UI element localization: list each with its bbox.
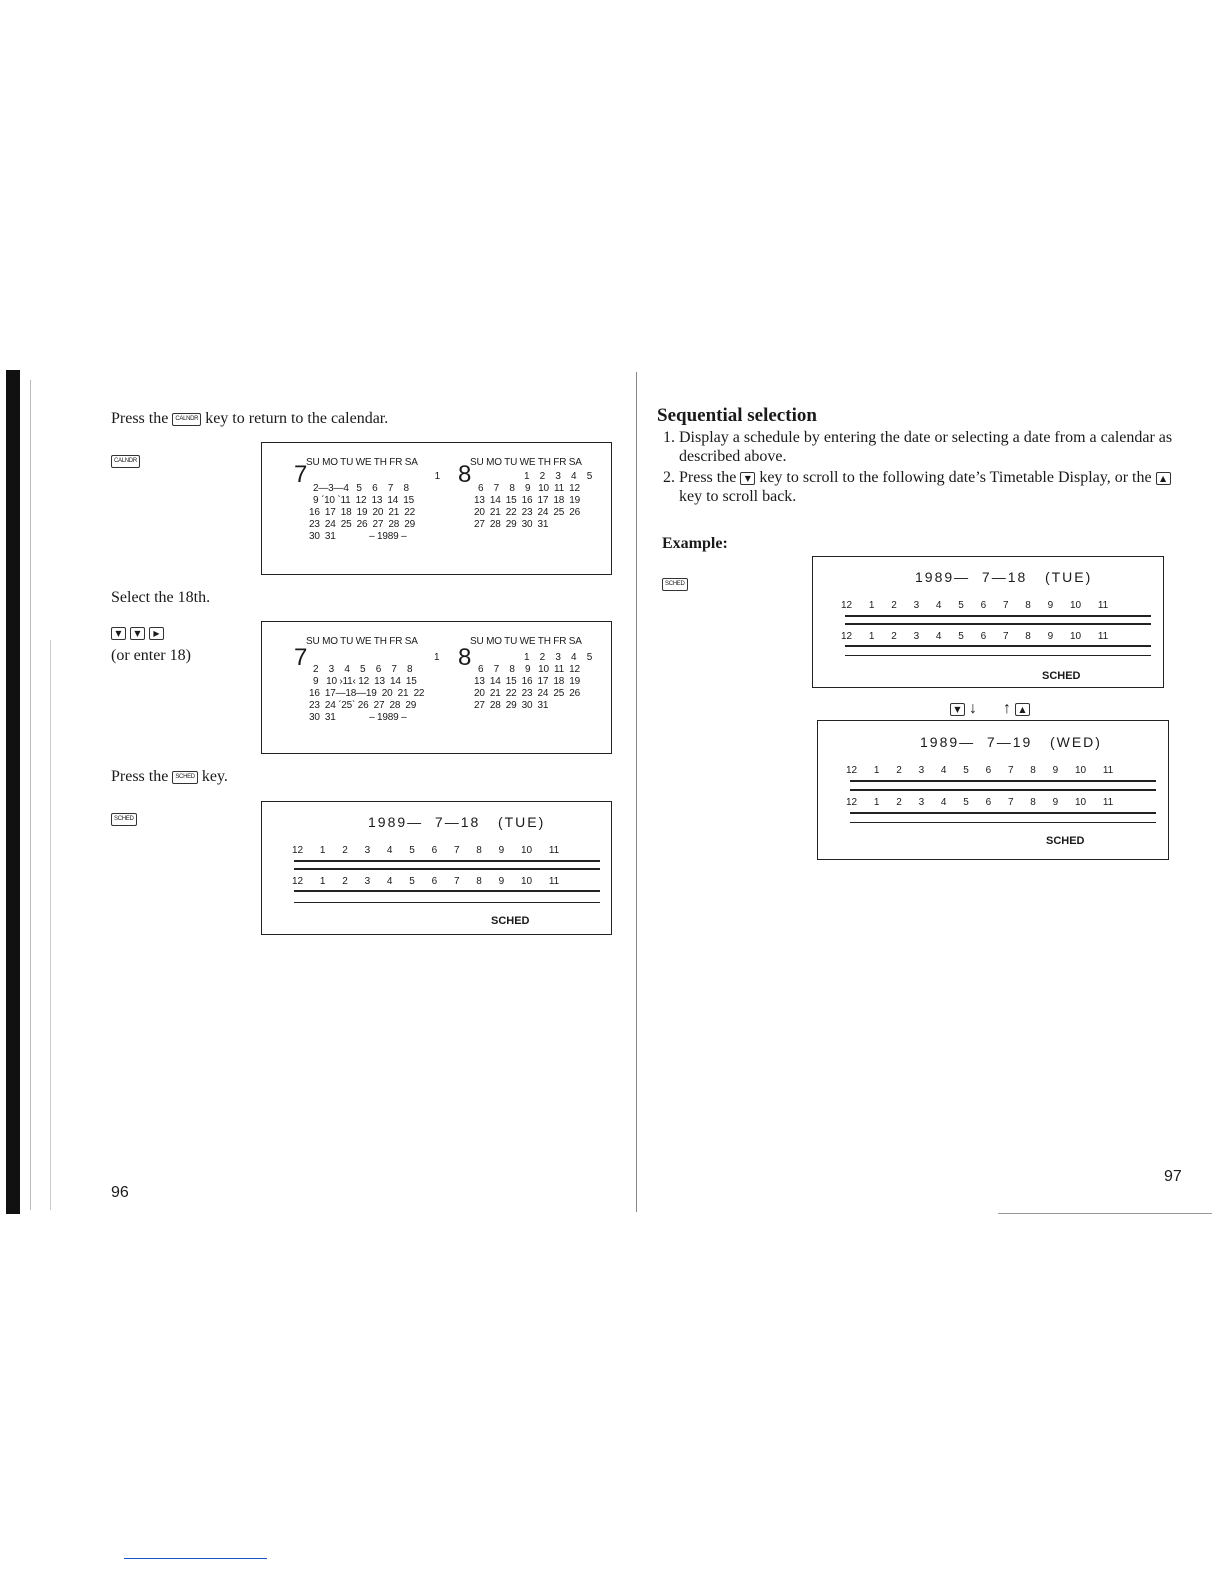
cal-b-left-row-5: 23 24 ˊ25ˋ 26 27 28 29: [309, 700, 417, 711]
timetable-base-line: [294, 902, 600, 903]
timetable-bar-1: [845, 615, 1151, 617]
cal-a-right-row-5: 27 28 29 30 31: [474, 519, 549, 530]
calendar-header-left: SU MO TU WE TH FR SA: [306, 457, 418, 468]
sched-side-key: SCHED: [111, 810, 137, 828]
cal-a-right-row-2: 6 7 8 9 10 11 12: [478, 483, 580, 494]
cal-b-left-row-3: 9 10 ›11‹ 12 13 14 15: [313, 676, 417, 687]
bottom-rule: [998, 1213, 1212, 1214]
timetable-hours-row-2: 12 1 2 3 4 5 6 7 8 9 10 11: [846, 797, 1114, 808]
timetable-hours-row-1: 12 1 2 3 4 5 6 7 8 9 10 11: [292, 845, 560, 856]
timetable-screen: [261, 801, 612, 935]
cal-b-right-row-3: 13 14 15 16 17 18 19: [474, 676, 581, 687]
list-item: 2. Press the ▼ key to scroll to the following date’s Timetable Display, or the ▲ key to scroll back.: [679, 468, 1189, 506]
cal-a-right-row-4: 20 21 22 23 24 25 26: [474, 507, 581, 518]
list-item: 1. Display a schedule by entering the date or selecting a date from a calendar as described above.: [679, 428, 1189, 466]
timetable-hours-row-1: 12 1 2 3 4 5 6 7 8 9 10 11: [841, 600, 1109, 611]
cal-a-left-row-1: 1: [432, 471, 440, 482]
timetable-bar-2: [850, 812, 1156, 814]
cal-b-left-row-6: 30 31 – 1989 –: [309, 712, 407, 723]
timetable-base-line: [850, 822, 1156, 823]
footer-line: [124, 1558, 267, 1559]
page-fold: [636, 372, 637, 1212]
up-arrow-key-icon: ▲: [1156, 472, 1171, 485]
month-right: 8: [458, 644, 472, 671]
section-heading: Sequential selection: [657, 405, 817, 426]
month-right: 8: [458, 461, 472, 488]
step3-instruction: Press the SCHED key.: [111, 768, 228, 785]
timetable-separator: [294, 868, 600, 870]
timetable-date: 1989— 7—18 (TUE): [915, 569, 1093, 585]
timetable-screen-1: [812, 556, 1164, 688]
example-label: Example:: [662, 535, 728, 552]
timetable-screen-2: [817, 720, 1169, 860]
binding-edge: [6, 370, 20, 1214]
calendar-header-right: SU MO TU WE TH FR SA: [470, 636, 582, 647]
timetable-bar-2: [294, 890, 600, 892]
down-arrow-key-icon: ▼: [111, 627, 126, 640]
timetable-base-line: [845, 655, 1151, 656]
cal-b-left-row-2: 2 3 4 5 6 7 8: [313, 664, 413, 675]
mode-indicator: SCHED: [1046, 835, 1085, 847]
up-direction-icon: ↑: [1003, 700, 1011, 717]
month-left: 7: [294, 644, 308, 671]
cal-a-left-row-4: 16 17 18 19 20 21 22: [309, 507, 416, 518]
instruction-list: [657, 428, 1189, 508]
mode-indicator: SCHED: [491, 915, 530, 927]
calendar-key: CALNDR: [172, 413, 201, 426]
calendar-screen-b: [261, 621, 612, 754]
step1-instruction: Press the CALNDR key to return to the calendar.: [111, 410, 389, 427]
down-arrow-key-icon: ▼: [950, 703, 965, 716]
calendar-header-right: SU MO TU WE TH FR SA: [470, 457, 582, 468]
page-number-left: 96: [111, 1184, 129, 1201]
binding-line: [30, 380, 31, 1210]
cal-b-right-row-4: 20 21 22 23 24 25 26: [474, 688, 581, 699]
cal-b-right-row-2: 6 7 8 9 10 11 12: [478, 664, 580, 675]
timetable-hours-row-2: 12 1 2 3 4 5 6 7 8 9 10 11: [841, 631, 1109, 642]
cal-a-left-row-5: 23 24 25 26 27 28 29: [309, 519, 416, 530]
down-direction-icon: ↓: [969, 700, 977, 717]
step2-keys: [111, 624, 164, 642]
timetable-hours-row-2: 12 1 2 3 4 5 6 7 8 9 10 11: [292, 876, 560, 887]
cal-a-left-row-2: 2—3—4 5 6 7 8: [313, 483, 409, 494]
sched-side-key-right: SCHED: [662, 575, 688, 593]
timetable-bar-1: [294, 860, 600, 862]
up-arrow-key-icon: ▲: [1015, 703, 1030, 716]
cal-a-left-row-3: 9 ˊ10 ˋ11 12 13 14 15: [313, 495, 415, 506]
timetable-hours-row-1: 12 1 2 3 4 5 6 7 8 9 10 11: [846, 765, 1114, 776]
scroll-arrows: [950, 700, 1030, 718]
page-number-right: 97: [1164, 1168, 1182, 1185]
cal-a-right-row-1: 1 2 3 4 5: [524, 471, 593, 482]
calendar-side-key: CALNDR: [111, 452, 140, 470]
timetable-separator: [850, 789, 1156, 791]
month-left: 7: [294, 461, 308, 488]
right-arrow-key-icon: ▶: [149, 627, 164, 640]
step2-instruction: Select the 18th.: [111, 589, 211, 606]
timetable-date: 1989— 7—19 (WED): [920, 734, 1102, 750]
cal-a-left-row-6: 30 31 – 1989 –: [309, 531, 407, 542]
timetable-bar-1: [850, 780, 1156, 782]
cal-b-right-row-1: 1 2 3 4 5: [524, 652, 593, 663]
calendar-header-left: SU MO TU WE TH FR SA: [306, 636, 418, 647]
calendar-screen-a: [261, 442, 612, 575]
mode-indicator: SCHED: [1042, 670, 1081, 682]
binding-line-secondary: [50, 640, 51, 1210]
sched-key: SCHED: [172, 771, 198, 784]
timetable-bar-2: [845, 645, 1151, 647]
down-arrow-key-icon: ▼: [740, 472, 755, 485]
timetable-separator: [845, 623, 1151, 625]
step2-alternative: (or enter 18): [111, 647, 191, 664]
cal-b-right-row-5: 27 28 29 30 31: [474, 700, 549, 711]
cal-b-left-row-1: 1: [434, 652, 440, 663]
cal-b-left-row-4: 16 17—18—19 20 21 22: [309, 688, 425, 699]
down-arrow-key-icon: ▼: [130, 627, 145, 640]
timetable-date: 1989— 7—18 (TUE): [368, 814, 546, 830]
cal-a-right-row-3: 13 14 15 16 17 18 19: [474, 495, 581, 506]
